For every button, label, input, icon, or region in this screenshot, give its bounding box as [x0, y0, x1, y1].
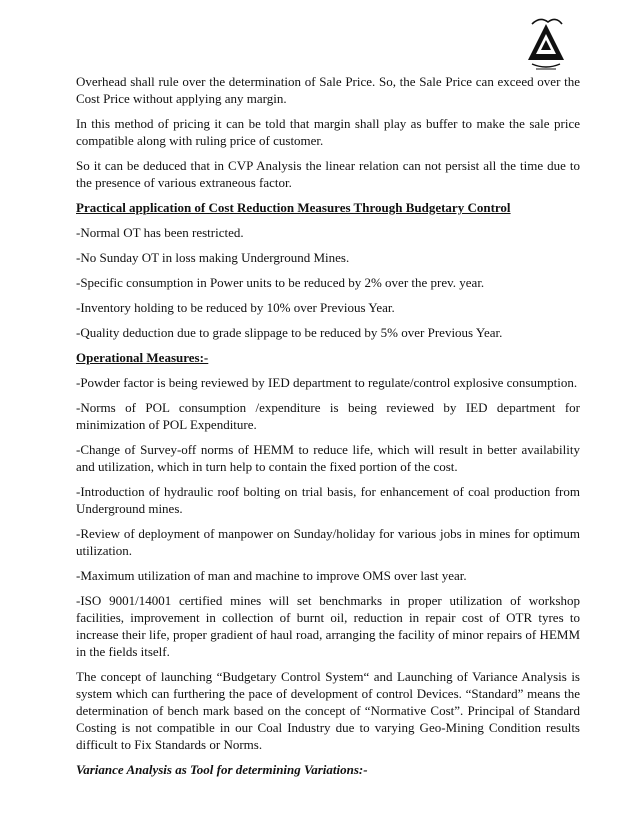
list-item: -Review of deployment of manpower on Sunday/holiday for various jobs in mines for optimum utilization. [76, 526, 580, 558]
document-body [76, 73, 580, 778]
paragraph: So it can be deduced that in CVP Analysis the linear relation can not persist all the time due to the presence of various extraneous factor. [76, 158, 580, 190]
list-item: -Change of Survey-off norms of HEMM to reduce life, which will result in better availability and utilization, which in turn help to contain the fixed portion of the cost. [76, 442, 580, 474]
section-heading-variance-analysis: Variance Analysis as Tool for determining Variations:- [76, 762, 368, 777]
section-heading-operational-measures: Operational Measures:- [76, 350, 209, 365]
section-heading-cost-reduction: Practical application of Cost Reduction Measures Through Budgetary Control [76, 200, 511, 215]
list-item: -Powder factor is being reviewed by IED department to regulate/control explosive consumption. [76, 375, 578, 390]
coal-india-logo [520, 12, 572, 76]
list-item: -Specific consumption in Power units to be reduced by 2% over the prev. year. [76, 275, 485, 290]
paragraph: In this method of pricing it can be told that margin shall play as buffer to make the sale price compatible along with ruling price of customer. [76, 116, 580, 148]
list-item: -Normal OT has been restricted. [76, 225, 244, 240]
list-item: -Norms of POL consumption /expenditure is being reviewed by IED department for minimization of POL Expenditure. [76, 400, 580, 432]
list-item: -Quality deduction due to grade slippage to be reduced by 5% over Previous Year. [76, 325, 503, 340]
paragraph: Overhead shall rule over the determination of Sale Price. So, the Sale Price can exceed over the Cost Price without applying any margin. [76, 74, 580, 106]
list-item: -Introduction of hydraulic roof bolting on trial basis, for enhancement of coal production from Underground mines. [76, 484, 580, 516]
list-item: -Inventory holding to be reduced by 10% over Previous Year. [76, 300, 395, 315]
paragraph: The concept of launching “Budgetary Control System“ and Launching of Variance Analysis is system which can furthering the pace of development of control Devices. “Standard” means the determination of bench mark based on the concept of “Normative Cost”. Principal of Standard Costing is not compatible in our Coal Industry due to varying Geo-Mining Condition results difficult to Fix Standards or Norms. [76, 669, 580, 752]
list-item: -No Sunday OT in loss making Underground Mines. [76, 250, 350, 265]
list-item: -ISO 9001/14001 certified mines will set benchmarks in proper utilization of workshop facilities, improvement in collection of burnt oil, reduction in repair cost of OTR tyres to increase their life, proper gradient of haul road, arranging the facility of minor repairs of HEMM in the fields itself. [76, 593, 580, 659]
list-item: -Maximum utilization of man and machine to improve OMS over last year. [76, 568, 467, 583]
